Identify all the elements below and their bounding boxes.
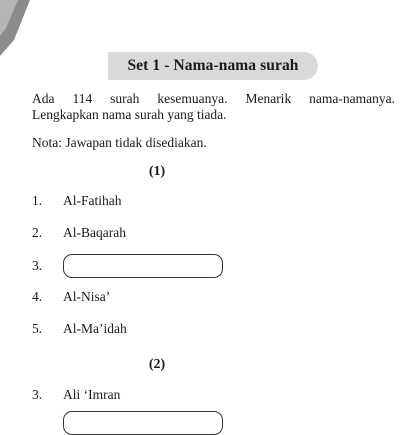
list-item — [32, 223, 126, 243]
surah-name: Ali ‘Imran — [63, 387, 121, 402]
note-text: Nota: Jawapan tidak disediakan. — [32, 135, 207, 150]
group-label-1: (1) — [148, 164, 166, 179]
surah-name: Al-Ma’idah — [63, 321, 127, 336]
item-number: 3. — [32, 387, 43, 402]
item-number: 4. — [32, 289, 43, 304]
item-number: 1. — [32, 193, 43, 208]
item-number: 2. — [32, 225, 43, 240]
surah-name: Al-Baqarah — [63, 225, 126, 240]
item-number: 5. — [32, 321, 43, 336]
answer-box[interactable] — [63, 411, 223, 435]
corner-decoration — [0, 0, 40, 60]
group-label-2: (2) — [148, 357, 166, 372]
answer-box[interactable] — [63, 254, 223, 278]
list-item — [32, 385, 120, 405]
list-item — [32, 256, 223, 276]
surah-name: Al-Nisa’ — [63, 289, 111, 304]
instructions-line-2: Lengkapkan nama surah yang tiada. — [32, 107, 227, 122]
item-number: 3. — [32, 258, 43, 273]
instructions — [32, 91, 395, 123]
instructions-line-1: Ada 114 surah kesemuanya. Menarik nama-namanya. — [32, 91, 395, 106]
list-item — [32, 191, 122, 211]
section-title-text: Set 1 - Nama-nama surah — [127, 57, 299, 74]
list-item — [32, 287, 110, 307]
list-item — [32, 319, 127, 339]
section-title — [108, 52, 318, 80]
surah-name: Al-Fatihah — [63, 193, 122, 208]
